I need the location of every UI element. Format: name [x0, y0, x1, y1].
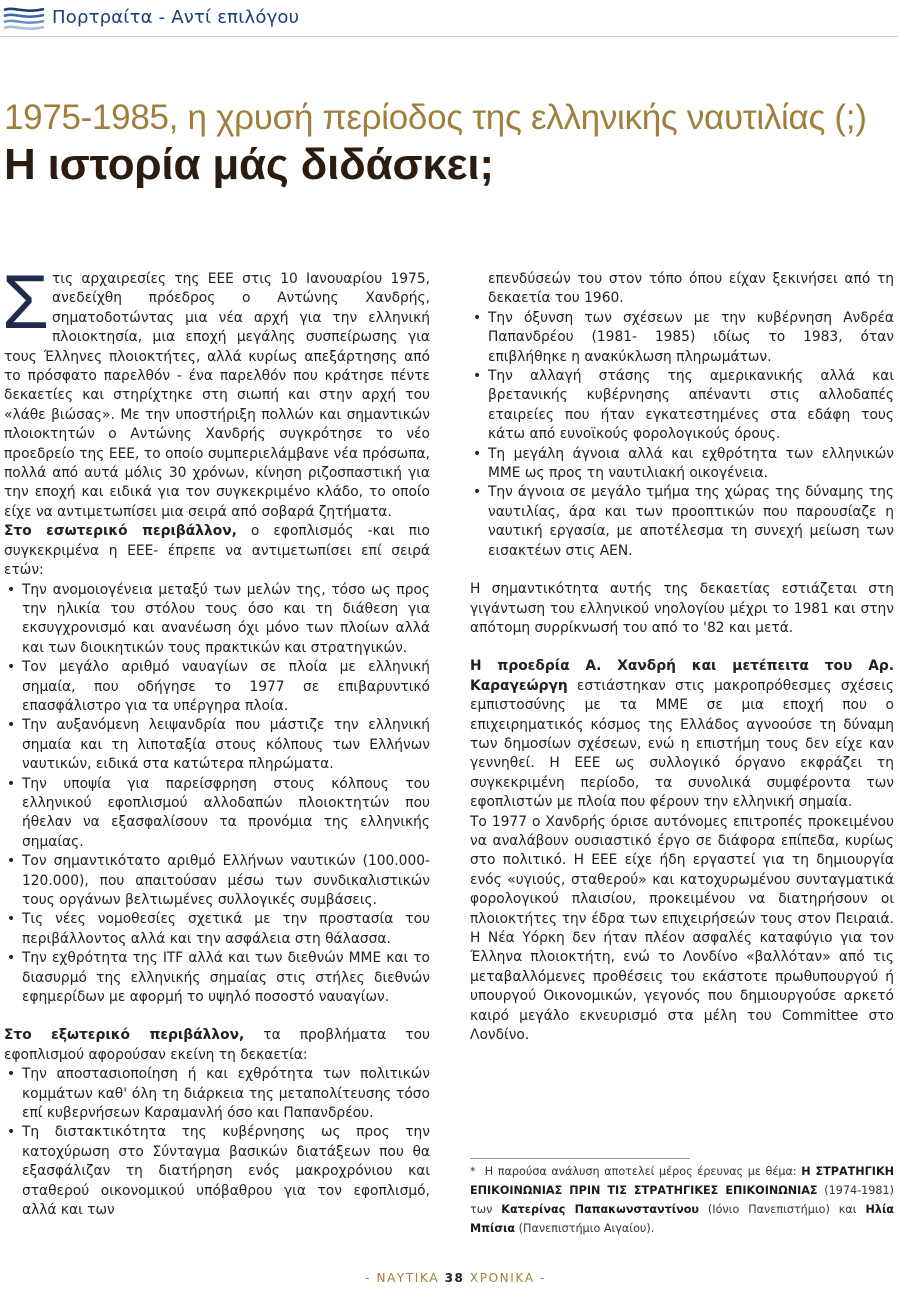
list-item: • Την εχθρότητα της ITF αλλά και των διεθνών ΜΜΕ και το διασυρμό της ελληνικής σημαίας στις στήλες διεθνών εφημερίδων με αφορμή το υψηλό ποσοστό ναυαγίων. [4, 949, 430, 1007]
footnote-author-2: Ηλία Μπίσια [470, 1203, 894, 1235]
footnote-marker: * [470, 1165, 476, 1178]
left-column [2, 260, 430, 1221]
list-item: • Τις νέες νομοθεσίες σχετικά με την προστασία του περιβάλλοντος αλλά και την ασφάλεια στη θάλασσα. [4, 910, 430, 949]
list-item: • Την αποστασιοποίηση ή και εχθρότητα των πολιτικών κομμάτων καθ' όλη τη διάρκεια της μεταπολίτευσης τόσο επί κυβερνήσεων Καραμανλή όσο και Παπανδρέου. [4, 1065, 430, 1123]
wave-stripes-icon [2, 4, 46, 34]
magazine-name-first: ΝΑΥΤΙΚΑ [376, 1271, 445, 1285]
footnote-topic: Η ΣΤΡΑΤΗΓΙΚΗ ΕΠΙΚΟΙΝΩΝΙΑΣ ΠΡΙΝ ΤΙΣ ΣΤΡΑΤΗΓΙΚΕΣ ΕΠΙΚΟΙΝΩΝΙΑΣ [470, 1165, 894, 1197]
footnote-affiliation-1: (Ιόνιο Πανεπιστήμιο) και [699, 1203, 866, 1216]
intro-paragraph [2, 260, 430, 522]
list-item: • Την ανομοιογένεια μεταξύ των μελών της, τόσο ως προς την ηλικία του στόλου τους όσο και τη διάθεση για εκσυγχρονισμό και ανανέωση όχι μόνο των πλοίων αλλά και των διοικητικών τους πρακτικών και στρατηγικών. [4, 581, 430, 659]
external-intro [4, 1026, 430, 1065]
list-item: • Την αλλαγή στάσης της αμερικανικής αλλά και βρετανικής κυβέρνησης απέναντι στις αλλοδαπές εταιρείες που ήταν εγκατεστημένες στα εδάφη τους κάτω από ευνοϊκούς φορολογικούς όρους. [470, 367, 894, 445]
header-divider [0, 36, 898, 37]
external-text: τα προβλήματα του εφοπλισμού αφορούσαν εκείνη τη δεκαετία: [4, 1027, 430, 1063]
list-item: • Την άγνοια σε μεγάλο τμήμα της χώρας της δύναμης της ναυτιλίας, άρα και των προοπτικών που παρουσίαζε η ναυτική εργασία, με αποτέλεσμα τη συνεχή μείωση των εισακτέων στις ΑΕΝ. [470, 483, 894, 561]
list-item: • Τη διστακτικότητα της κυβέρνησης ως προς την κατοχύρωση στο Σύνταγμα βασικών διατάξεων που θα εξασφάλιζαν τη διατήρηση ενός μακροχρόνιου και σταθερού οικονομικού υπόβαθρου για τον εφοπλισμό, αλλά και των [4, 1123, 430, 1220]
internal-bullet-list [4, 581, 430, 1008]
footnote-text: Η παρούσα ανάλυση αποτελεί μέρος έρευνας με θέμα: [484, 1165, 802, 1178]
page-number: 38 [444, 1271, 465, 1285]
drop-cap: Σ [2, 260, 49, 345]
page-header [0, 0, 898, 40]
intro-text: τις αρχαιρεσίες της ΕΕΕ στις 10 Ιανουαρίου 1975, ανεδείχθη πρόεδρος ο Αντώνης Χανδρής, σηματοδοτώντας μια νέα αρχή για την ελληνική πλοιοκτησία, μια εποχή μεγάλης συσπείρωσης για τους Έλληνες πλοιοκτήτες, αλλά κυρίως απεξάρτησης από το πρόσφατο παρελθόν - ένα παρελθόν που κράτησε πέντε δεκαετίες και στηρίχτηκε στη σιωπή και στην αρχή του «λάθε βιώσας». Με την υποστήριξη πολλών και σημαντικών πλοιοκτητών ο Αντώνης Χανδρής συγκρότησε το νέο προεδρείο της ΕΕΕ, το οποίο συμπεριελάμβανε νέα πρόσωπα, πολλά από αυτά μόλις 30 χρόνων, κίνηση ριζοσπαστική για την εποχή και ειδικά για τον συγκεκριμένο κλάδο, το οποίο είχε να αντιμετωπίσει μια σειρά από σοβαρά ζητήματα. [4, 271, 430, 520]
footnote-author-1: Κατερίνας Παπακωνσταντίνου [501, 1203, 699, 1216]
list-item: • Τον σημαντικότατο αριθμό Ελλήνων ναυτικών (100.000-120.000), που απαιτούσαν μέσω των συνδικαλιστικών τους οργάνων βελτιωμένες συλλογικές συμβάσεις. [4, 852, 430, 910]
list-item: • Τη μεγάλη άγνοια αλλά και εχθρότητα των ελληνικών ΜΜΕ ως προς τη ναυτιλιακή οικογένεια. [470, 445, 894, 484]
presidency-text: εστιάστηκαν στις μακροπρόθεσμες σχέσεις εμπιστοσύνης με τα ΜΜΕ σε μια εποχή που ο επιχειρηματικός κόσμος της Ελλάδος αγνοούσε τη δύναμη των δημοσίων σχέσεων, ενώ η επιστήμη τους δεν είχε καν γεννηθεί. Η ΕΕΕ ως συλλογικό όργανο εκφράζει τη συγκεκριμένη περίοδο, τα συνολικά συμφέροντα των εφοπλιστών με πλοία που φέρουν την ελληνική σημαία. [470, 677, 894, 811]
presidency-paragraph [470, 657, 894, 812]
footer-dash-right: - [534, 1271, 546, 1285]
footnote [470, 1162, 894, 1238]
right-bullet-list [470, 309, 894, 561]
significance-paragraph: Η σημαντικότητα αυτής της δεκαετίας εστιάζεται στη γιγάντωση του ελληνικού νηολογίου μέχρι το 1981 και στην απότομη συρρίκνωσή του από το '82 και μετά. [470, 581, 894, 636]
section-title: Πορτραίτα - Αντί επιλόγου [52, 7, 300, 28]
external-lead: Στο εξωτερικό περιβάλλον, [4, 1027, 245, 1044]
internal-intro [4, 522, 430, 580]
footer-dash-left: - [365, 1271, 377, 1285]
list-item: • Την αυξανόμενη λειψανδρία που μάστιζε την ελληνική σημαία και τη λιποταξία στους κόλπους των Ελλήνων ναυτικών, ειδικά στα κατώτερα πληρώματα. [4, 716, 430, 774]
internal-text: ο εφοπλισμός -και πιο συγκεκριμένα η ΕΕΕ- έπρεπε να αντιμετωπίσει επί σειρά ετών: [4, 523, 430, 579]
external-bullet-list [4, 1065, 430, 1220]
list-item: • Την υποψία για παρείσφρηση στους κόλπους του ελληνικού εφοπλισμού αλλοδαπών πλοιοκτητών που ήθελαν να εξασφαλίσουν τα προνόμια της ελληνικής σημαίας. [4, 775, 430, 853]
footer-label [365, 1271, 546, 1285]
presidency-lead: Η προεδρία Α. Χανδρή και μετέπειτα του Αρ. Καραγεώργη [470, 658, 894, 694]
magazine-name-second: ΧΡΟΝΙΚΑ [464, 1271, 535, 1285]
right-column [470, 270, 894, 1045]
article-subtitle: Η ιστορία μάς διδάσκει; [4, 140, 494, 189]
footnote-years: (1974-1981) των [470, 1184, 894, 1216]
final-paragraph: Το 1977 ο Χανδρής όρισε αυτόνομες επιτροπές προκειμένου να αναλάβουν ουσιαστικό έργο σε διάφορα επίπεδα, κυρίως στο πολιτικό. Η ΕΕΕ είχε ήδη εργαστεί για τη δημιουργία ενός «υγιούς, σταθερού» και κατοχυρωμένου συνταγματικά φορολογικού πλαισίου, προκειμένου να διατηρήσουν οι πλοιοκτήτες την έδρα των επιχειρήσεών τους στον Πειραιά. Η Νέα Υόρκη δεν ήταν πλέον ασφαλές καταφύγιο για τον Έλληνα πλοιοκτήτη, ενώ το Λονδίνο «βαλλόταν» από τις μεταβαλλόμενες προθέσεις του εκάστοτε πρωθυπουργού ή υπουργού Οικονομικών, γεγονός που δημιουργούσε αρκετό καιρό μεγάλο εκνευρισμό στα μέλη του Committee στο Λονδίνο. [470, 813, 894, 1044]
continuation-text: επενδύσεών του στον τόπο όπου είχαν ξεκινήσει από τη δεκαετία του 1960. [488, 271, 894, 307]
internal-lead: Στο εσωτερικό περιβάλλον, [4, 523, 237, 540]
footnote-affiliation-2: (Πανεπιστήμιο Αιγαίου). [515, 1222, 655, 1235]
list-item: • Την όξυνση των σχέσεων με την κυβέρνηση Ανδρέα Παπανδρέου (1981- 1985) ιδίως το 1983, όταν επιβλήθηκε η ανακύκλωση πληρωμάτων. [470, 309, 894, 367]
footnote-divider [470, 1158, 690, 1159]
list-item: • Τον μεγάλο αριθμό ναυαγίων σε πλοία με ελληνική σημαία, που οδήγησε το 1977 σε επιβαρυντικό επασφάλιστρο για τα υπέργηρα πλοία. [4, 658, 430, 716]
article-title: 1975-1985, η χρυσή περίοδος της ελληνικής ναυτιλίας (;) [4, 98, 867, 137]
